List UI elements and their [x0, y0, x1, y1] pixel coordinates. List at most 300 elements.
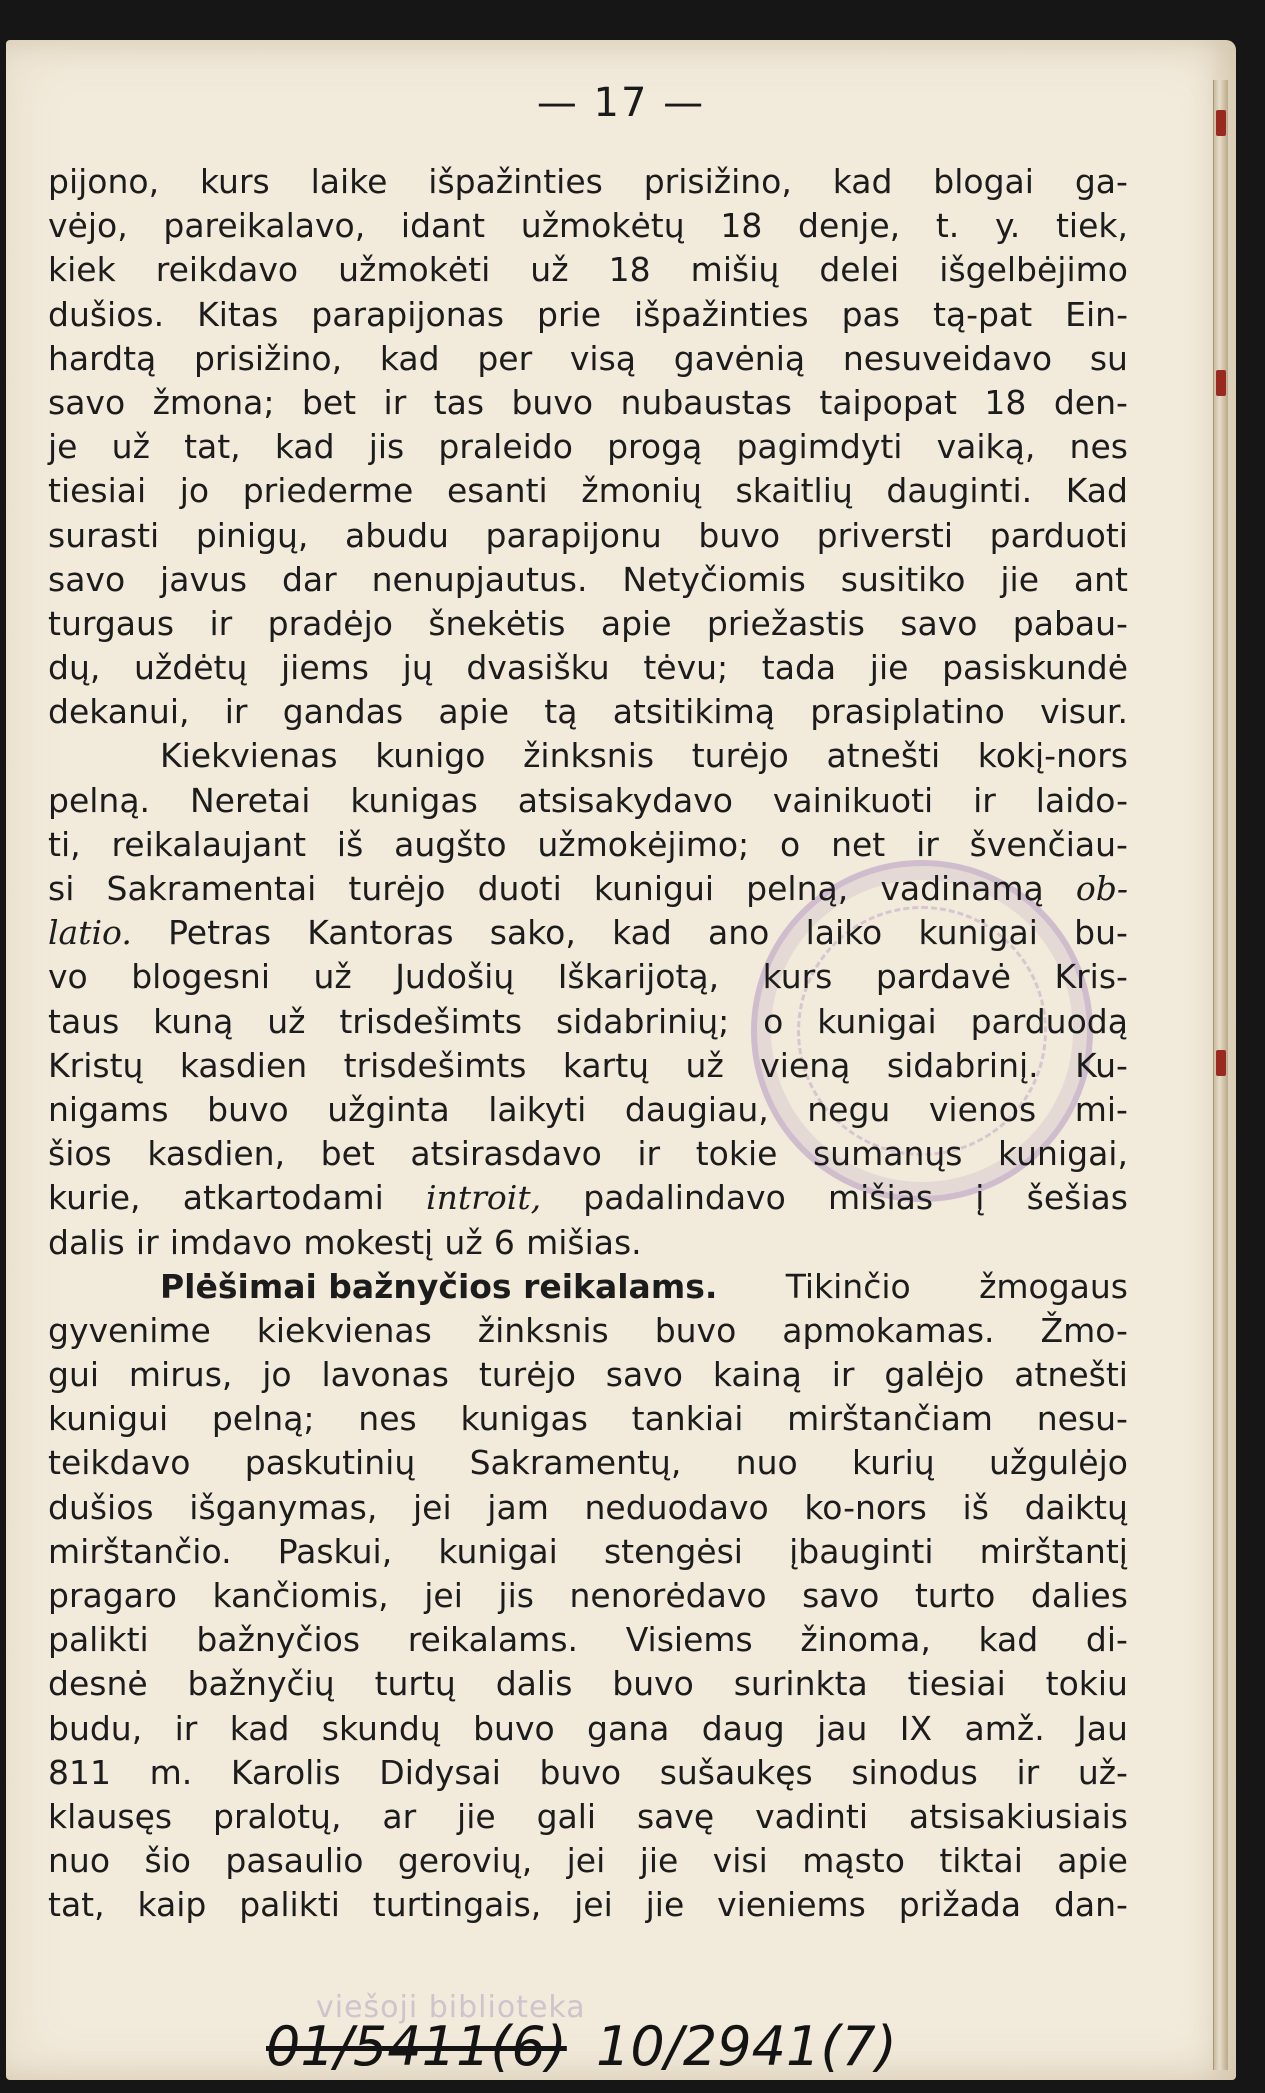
word: sako,: [489, 913, 576, 953]
word: tiktai: [939, 1841, 1023, 1881]
word: tiesiai: [48, 471, 147, 511]
text-line: [48, 646, 1128, 690]
word: vadinamą: [880, 869, 1044, 908]
word: kunigo: [375, 736, 486, 776]
word: mokestį: [303, 1222, 434, 1262]
word: pasaulio: [225, 1841, 364, 1881]
word: už: [111, 427, 150, 467]
word: iš: [962, 1487, 989, 1527]
word: pasiskundė: [942, 648, 1128, 688]
word: susitiko: [840, 559, 966, 599]
word: kartų: [562, 1045, 650, 1085]
word: palikti: [239, 1885, 340, 1925]
word: užmokėtų: [520, 206, 685, 246]
word: buvo: [207, 1089, 289, 1129]
word: jis: [368, 427, 405, 467]
word: kurių: [852, 1443, 935, 1483]
word: kunigai: [918, 913, 1038, 953]
word: pagimdyti: [736, 427, 903, 467]
word: ano: [708, 913, 770, 953]
word: vadinti: [755, 1796, 868, 1836]
word: Kris-: [1054, 957, 1128, 997]
word: buvo: [511, 382, 594, 422]
word: gandas: [282, 692, 404, 732]
word: prižada: [898, 1885, 1022, 1925]
word: nenorėdavo: [569, 1576, 767, 1615]
word: trisdešimts: [343, 1045, 527, 1085]
word: 6: [493, 1222, 515, 1262]
word: turto: [914, 1576, 996, 1615]
word: trisdešimts: [339, 1001, 523, 1041]
word: vainikuoti: [772, 780, 934, 820]
word: užmokėjimo;: [537, 824, 750, 864]
word: daug: [701, 1708, 785, 1748]
word: laido-: [1035, 780, 1128, 820]
word: pinigų,: [195, 515, 309, 555]
word: tat,: [48, 1885, 105, 1925]
word: paskutinių: [244, 1443, 416, 1483]
word: nesu-: [1036, 1399, 1128, 1439]
word: jie: [639, 1841, 679, 1881]
text-line: [48, 1618, 1128, 1662]
text-line: [48, 823, 1128, 867]
word: parduodą: [970, 1001, 1128, 1041]
word: Visiems: [625, 1620, 753, 1660]
word: jei: [412, 1487, 452, 1527]
word: kainą: [712, 1355, 802, 1395]
word: mirus,: [128, 1355, 233, 1395]
word: atnešti: [826, 736, 941, 776]
word: m.: [149, 1752, 193, 1792]
word: Ku-: [1075, 1045, 1128, 1085]
word: pelną,: [746, 869, 849, 908]
word: jiems: [281, 648, 369, 688]
word: gali: [536, 1796, 597, 1836]
word: Iškarijotą,: [557, 957, 720, 997]
word: turgaus: [48, 603, 175, 643]
word: 18: [984, 382, 1027, 422]
word: reikalams.: [407, 1620, 579, 1660]
word: amž.: [964, 1708, 1045, 1748]
word: buvo: [539, 1752, 622, 1792]
text-line: [48, 293, 1128, 337]
word: įbauginti: [789, 1531, 934, 1571]
word: tą: [544, 692, 578, 732]
word: buvo: [473, 1708, 555, 1748]
word: net: [831, 824, 886, 864]
word: jau: [817, 1708, 868, 1748]
word: dauginti.: [886, 471, 1033, 511]
word: atsirasdavo: [410, 1134, 602, 1174]
text-line: [48, 1000, 1128, 1044]
word: žmona;: [152, 382, 275, 422]
word: ga-: [1074, 162, 1128, 201]
word: buvo: [612, 1664, 694, 1704]
word: kad: [379, 338, 440, 378]
word: taipopat: [819, 382, 957, 422]
word: kurs: [762, 957, 833, 997]
word: buvo: [654, 1310, 737, 1350]
word: di-: [1085, 1620, 1128, 1660]
text-line: [48, 1221, 1128, 1265]
text-line: [48, 204, 1128, 248]
word: Kitas: [197, 294, 279, 334]
word: jo: [179, 471, 210, 511]
word: Kiekvienas: [160, 736, 338, 776]
word: išpažinties: [634, 294, 809, 334]
shelfmark-new: 10/2941(7): [596, 2015, 897, 2078]
word: už-: [1077, 1752, 1128, 1792]
word: ir: [224, 692, 248, 732]
word: Kristų: [48, 1045, 144, 1085]
word: y.: [994, 206, 1021, 246]
word: kurie,: [48, 1178, 141, 1218]
word: javus: [160, 559, 248, 599]
word: parduoti: [989, 515, 1128, 555]
word: kokį-nors: [977, 736, 1128, 776]
word: sinodus: [851, 1752, 978, 1792]
book-page: [6, 40, 1236, 2080]
word: desnė: [48, 1664, 148, 1704]
page-edge-mark: [1216, 370, 1226, 396]
text-line: [48, 602, 1128, 646]
word: mišių: [690, 250, 780, 290]
text-line: [48, 1265, 1128, 1309]
word: reikdavo: [155, 250, 299, 290]
word: blogai: [933, 162, 1034, 201]
word: Žmo-: [1040, 1310, 1128, 1350]
text-line: [48, 1574, 1128, 1618]
text-line: [48, 1751, 1128, 1795]
word: kurs: [199, 162, 270, 201]
word: ir: [1016, 1752, 1040, 1792]
word: šios: [48, 1134, 112, 1174]
word: mąsto: [802, 1841, 905, 1881]
word: buvo: [698, 515, 781, 555]
word: vienos: [928, 1089, 1037, 1129]
text-line: [48, 160, 1128, 204]
word: jie: [1000, 559, 1040, 599]
word: tokiu: [1045, 1664, 1128, 1704]
text-line: [48, 1486, 1128, 1530]
text-line: [48, 1707, 1128, 1751]
text-line: [48, 1397, 1128, 1441]
text-line: [48, 381, 1128, 425]
word: tat,: [184, 427, 241, 467]
word: žinoma,: [800, 1620, 931, 1660]
word: nenupjautus.: [371, 559, 588, 599]
word: atsisakydavo: [517, 780, 733, 820]
word: turėjo: [478, 1355, 576, 1395]
word: Jau: [1077, 1708, 1128, 1748]
word: vieniems: [717, 1885, 866, 1925]
word: kad: [612, 913, 672, 953]
word: jų: [402, 648, 433, 688]
word: ko-nors: [804, 1487, 927, 1527]
word: parapijonas: [311, 294, 505, 334]
word: vaiką,: [936, 427, 1036, 467]
word: visą: [569, 338, 637, 378]
text-line: [48, 955, 1128, 999]
word: kunigai: [817, 1001, 937, 1041]
word: nesuveidavo: [842, 338, 1053, 378]
word: prisižino,: [643, 162, 792, 201]
word: kaip: [137, 1885, 207, 1925]
word: prisižino,: [193, 338, 343, 378]
word: tiek,: [1055, 206, 1128, 246]
word: jie: [457, 1796, 496, 1836]
word: turėjo: [691, 736, 789, 776]
word: palikti: [48, 1620, 149, 1660]
word: progą: [607, 427, 703, 467]
word: 811: [48, 1752, 111, 1792]
word: pas: [841, 294, 900, 334]
word: galėjo: [884, 1355, 985, 1395]
word: bažnyčių: [187, 1664, 335, 1704]
word: laikyti: [488, 1089, 587, 1129]
text-line: [48, 469, 1128, 513]
text-line: [48, 1839, 1128, 1883]
word: kad: [229, 1708, 290, 1748]
word: apie: [600, 603, 672, 643]
word: žinksnis: [523, 736, 655, 776]
word: mirštančio.: [48, 1531, 232, 1571]
word: Kad: [1065, 471, 1128, 511]
word: tokie: [695, 1134, 778, 1174]
word: blogesni: [131, 957, 271, 997]
word: negu: [807, 1089, 891, 1129]
text-line: [48, 1309, 1128, 1353]
text-line: [48, 1441, 1128, 1485]
word: reikalaujant: [111, 824, 307, 864]
word: už: [530, 250, 569, 290]
word: visur.: [1040, 692, 1128, 732]
word: praleido: [438, 427, 573, 467]
word: jam: [487, 1487, 549, 1527]
word: tankiai: [631, 1399, 744, 1439]
word: pelną.: [48, 780, 151, 820]
word: švenčiau-: [969, 824, 1128, 864]
word: delei: [819, 250, 900, 290]
word: ir: [135, 1222, 159, 1262]
word: nuo: [48, 1841, 111, 1881]
word: Neretai: [189, 780, 311, 820]
word: sidabrinių;: [555, 1001, 730, 1041]
word: vėjo,: [48, 206, 128, 246]
word: dvasišku: [466, 648, 610, 688]
word: tėvu;: [643, 648, 729, 688]
word: žinksnis: [477, 1310, 609, 1350]
word: mišias: [827, 1178, 934, 1218]
text-line: [48, 248, 1128, 292]
word: 18: [608, 250, 651, 290]
word: atsitikimą: [612, 692, 775, 732]
word: bet: [320, 1134, 375, 1174]
text-line: [48, 514, 1128, 558]
word: kad: [274, 427, 335, 467]
body-text: [48, 160, 1128, 1928]
word: vieną: [760, 1045, 851, 1085]
word: nubaustas: [620, 382, 792, 422]
word: gerovių,: [397, 1841, 533, 1881]
word: bažnyčios: [196, 1620, 361, 1660]
word: mirštantį: [979, 1531, 1128, 1571]
word: apmokamas.: [782, 1310, 995, 1350]
text-line: [48, 1883, 1128, 1927]
word: je: [48, 427, 78, 467]
word: užmokėti: [338, 250, 491, 290]
word: introit,: [426, 1178, 542, 1218]
text-line: [48, 425, 1128, 469]
word: teikdavo: [48, 1443, 191, 1483]
word: išpažinties: [428, 162, 603, 201]
word: Kantoras: [307, 913, 454, 953]
word: klausęs: [48, 1796, 173, 1836]
word: už: [267, 1001, 306, 1041]
word: parapijonu: [485, 515, 662, 555]
word: dušios: [48, 1487, 154, 1527]
word: tą-pat: [932, 294, 1033, 334]
word: kančiomis,: [212, 1576, 389, 1615]
text-line: [48, 1353, 1128, 1397]
word: savo: [900, 603, 978, 643]
word: pelną;: [211, 1399, 315, 1439]
word: nes: [358, 1399, 417, 1439]
word: jei: [566, 1841, 606, 1881]
page-number: — 17 —: [536, 80, 706, 126]
word: turtų: [374, 1664, 456, 1704]
word: dar: [281, 559, 337, 599]
word: kiek: [48, 250, 116, 290]
word: duoti: [477, 869, 562, 908]
word: užginta: [327, 1089, 450, 1129]
word: mirštančiam: [787, 1399, 993, 1439]
word: bu-: [1074, 913, 1128, 953]
word: augšto: [394, 824, 507, 864]
text-line: [48, 1132, 1128, 1176]
word: gana: [587, 1708, 670, 1748]
word: šnekėtis: [428, 603, 566, 643]
word: šio: [144, 1841, 191, 1881]
word: budu,: [48, 1708, 143, 1748]
word: ir: [973, 780, 996, 820]
word: esanti: [446, 471, 548, 511]
word: pralotų,: [213, 1796, 342, 1836]
text-line: [48, 1088, 1128, 1132]
word: turtingais,: [372, 1885, 542, 1925]
word: kasdien: [179, 1045, 308, 1085]
word: sumanųs: [812, 1134, 963, 1174]
shelfmark-old: 01/5411(6): [266, 2015, 567, 2078]
word: dalis: [48, 1222, 125, 1262]
word: ir: [174, 1708, 198, 1748]
text-line: [48, 1044, 1128, 1088]
word: gyvenime: [48, 1310, 211, 1350]
word: ir: [209, 603, 233, 643]
word: žmonių: [581, 471, 702, 511]
word: priežastis: [706, 603, 865, 643]
word: jie: [869, 648, 909, 688]
word: ir: [831, 1355, 855, 1395]
word: padalindavo: [583, 1178, 786, 1218]
word: Didysai: [379, 1752, 501, 1792]
word: sušaukęs: [659, 1752, 813, 1792]
text-line: [48, 734, 1128, 778]
word: jei: [574, 1885, 613, 1925]
word: tada: [761, 648, 837, 688]
word: savo: [48, 382, 126, 422]
word: visi: [712, 1841, 768, 1881]
word: mi-: [1074, 1089, 1128, 1129]
word: ir: [637, 1134, 661, 1174]
word: neduodavo: [584, 1487, 769, 1527]
word: daugiau,: [624, 1089, 769, 1129]
word: savo: [802, 1576, 880, 1615]
word: tiesiai: [907, 1664, 1006, 1704]
word: Tikinčio: [785, 1266, 911, 1306]
word: bet: [301, 382, 357, 422]
word: užgulėjo: [989, 1443, 1128, 1483]
word: hardtą: [48, 338, 157, 378]
text-line: [48, 1530, 1128, 1574]
word: apie: [1057, 1841, 1128, 1881]
word: mišias.: [526, 1222, 642, 1262]
word: savo: [605, 1355, 683, 1395]
word: kunigai,: [998, 1134, 1128, 1174]
word: latio.: [48, 913, 132, 953]
text-line: [48, 337, 1128, 381]
word: skaitlių: [735, 471, 853, 511]
word: laike: [310, 162, 388, 201]
word: t.: [935, 206, 960, 246]
word: pradėjo: [267, 603, 393, 643]
text-line: [48, 779, 1128, 823]
word: daiktų: [1024, 1487, 1128, 1527]
word: surinkta: [733, 1664, 868, 1704]
word: 18: [720, 206, 763, 246]
word: surasti: [48, 515, 160, 555]
word: kad: [832, 162, 893, 201]
word: skundų: [321, 1708, 441, 1748]
word: jo: [262, 1355, 292, 1395]
word: ar: [382, 1796, 417, 1836]
word: Judošių: [395, 957, 515, 997]
word: dų,: [48, 648, 101, 688]
word: abudu: [344, 515, 449, 555]
word: jei: [424, 1576, 463, 1615]
word: ti,: [48, 824, 81, 864]
word: išganymas,: [189, 1487, 378, 1527]
word: prie: [537, 294, 602, 334]
word: Paskui,: [277, 1531, 393, 1571]
word: dalies: [1030, 1576, 1128, 1615]
word: išgelbėjimo: [939, 250, 1128, 290]
word: kunigui: [48, 1399, 169, 1439]
word: už: [313, 957, 352, 997]
word: atsisakiusiais: [908, 1796, 1128, 1836]
word: IX: [899, 1708, 933, 1748]
word: Ein-: [1065, 294, 1128, 334]
word: savę: [636, 1796, 715, 1836]
word: kuną: [153, 1001, 234, 1041]
word: pardavė: [875, 957, 1011, 997]
word: Netyčiomis: [622, 559, 806, 599]
text-line: [48, 558, 1128, 602]
word: o: [763, 1001, 784, 1041]
word: ir: [916, 824, 939, 864]
word: dekanui,: [48, 692, 190, 732]
word: pareikalavo,: [163, 206, 366, 246]
